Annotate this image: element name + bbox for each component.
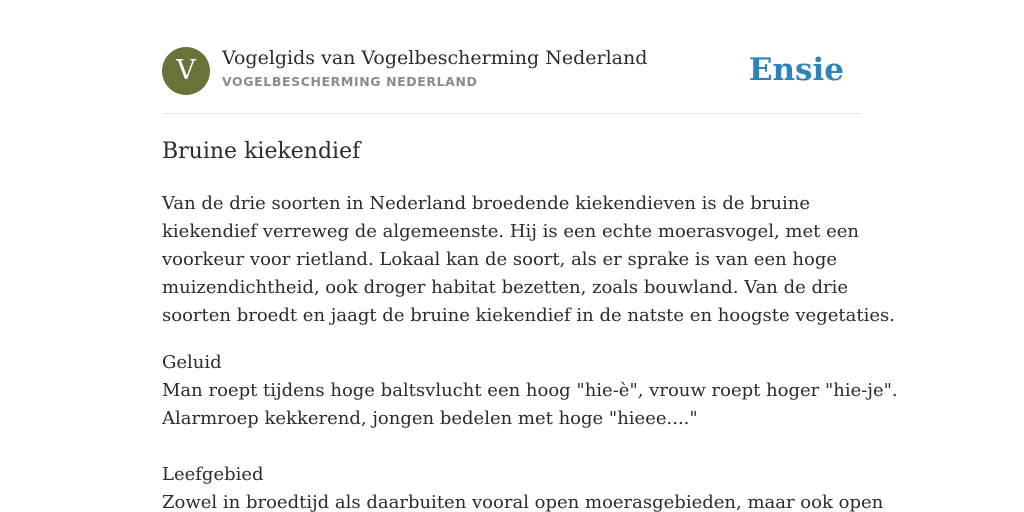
intro-line: soorten broedt en jaagt de bruine kiekendief in de natste en hoogste vegetaties. <box>162 305 895 326</box>
section-line: Zowel in broedtijd als daarbuiten vooral open moerasgebieden, maar ook open <box>162 492 884 512</box>
intro-line: muizendichtheid, ook droger habitat bezetten, zoals bouwland. Van de drie <box>162 277 849 298</box>
section-heading-geluid: Geluid <box>162 352 222 373</box>
entry-sections <box>162 349 898 512</box>
intro-line: Van de drie soorten in Nederland broedende kiekendieven is de bruine <box>162 193 810 214</box>
section-heading-leefgebied: Leefgebied <box>162 464 264 485</box>
content-column <box>162 0 898 512</box>
intro-line: kiekendief verreweg de algemeenste. Hij is een echte moerasvogel, met een <box>162 221 859 242</box>
section-line: Man roept tijdens hoge baltsvlucht een hoog "hie-è", vrouw roept hoger "hie-je". <box>162 380 898 401</box>
section-line: Alarmroep kekkerend, jongen bedelen met hoge "hieee...." <box>162 408 698 429</box>
entry-term: Bruine kiekendief <box>162 139 361 164</box>
entry-intro <box>162 190 895 330</box>
dictionary-title[interactable]: Vogelgids van Vogelbescherming Nederland <box>222 47 648 69</box>
section-spacer <box>162 433 862 461</box>
header <box>162 0 862 114</box>
dictionary-subtitle[interactable]: VOGELBESCHERMING NEDERLAND <box>222 74 478 89</box>
entry-content <box>162 190 898 512</box>
ensie-logo-link[interactable]: Ensie <box>748 52 844 88</box>
dictionary-avatar[interactable]: V <box>162 47 210 95</box>
intro-line: voorkeur voor rietland. Lokaal kan de soort, als er sprake is van een hoge <box>162 249 838 270</box>
